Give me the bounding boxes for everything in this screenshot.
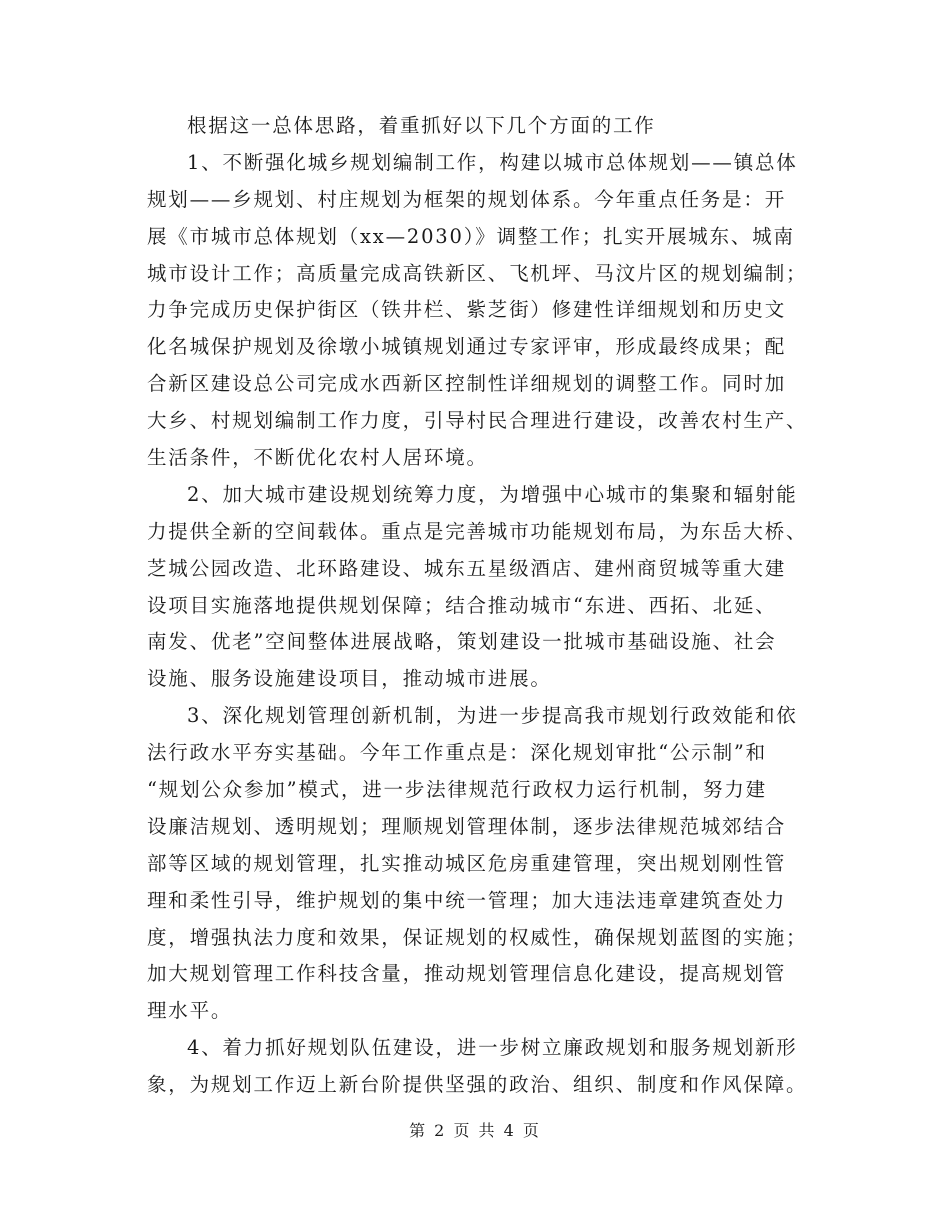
text-line: 4、着力抓好规划队伍建设，进一步树立廉政规划和服务规划新形 [187, 1036, 798, 1060]
text-line: 3、深化规划管理创新机制，为进一步提高我市规划行政效能和依 [187, 704, 798, 728]
text-line: 大乡、村规划编制工作力度，引导村民合理进行建设，改善农村生产、 [147, 409, 808, 433]
text-line: 加大规划管理工作科技含量，推动规划管理信息化建设，提高规划管 [147, 962, 787, 986]
text-line: 设项目实施落地提供规划保障；结合推动城市“东进、西拓、北延、 [147, 593, 777, 617]
text-line: 力提供全新的空间载体。重点是完善城市功能规划布局，为东岳大桥、 [147, 519, 808, 543]
text-line: 合新区建设总公司完成水西新区控制性详细规划的调整工作。同时加 [147, 372, 787, 396]
text-line: “规划公众参加”模式，进一步法律规范行政权力运行机制，努力建 [147, 778, 767, 802]
text-line: 象，为规划工作迈上新台阶提供坚强的政治、组织、制度和作风保障。 [147, 1073, 808, 1097]
text-line: 2、加大城市建设规划统筹力度，为增强中心城市的集聚和辐射能 [187, 482, 798, 506]
document-body [147, 108, 807, 1104]
text-line: 力争完成历史保护街区（铁井栏、紫芝街）修建性详细规划和历史文 [147, 298, 787, 322]
page-number: 第 2 页 共 4 页 [409, 1121, 541, 1140]
text-line: 根据这一总体思路，着重抓好以下几个方面的工作 [187, 114, 656, 137]
text-line: 南发、优老”空间整体进展战略，策划建设一批城市基础设施、社会 [147, 630, 777, 654]
text-line: 法行政水平夯实基础。今年工作重点是：深化规划审批“公示制”和 [147, 741, 767, 765]
text-line: 设施、服务设施建设项目，推动城市进展。 [147, 667, 552, 691]
text-line: 1、不断强化城乡规划编制工作，构建以城市总体规划——镇总体 [187, 150, 798, 174]
text-line: 度，增强执法力度和效果，保证规划的权威性，确保规划蓝图的实施； [147, 925, 808, 949]
text-line: 部等区域的规划管理，扎实推动城区危房重建管理，突出规划刚性管 [147, 851, 787, 875]
text-line: 规划——乡规划、村庄规划为框架的规划体系。今年重点任务是：开 [147, 187, 786, 211]
text-line: 化名城保护规划及徐墩小城镇规划通过专家评审，形成最终成果；配 [147, 335, 787, 359]
text-line: 生活条件，不断优化农村人居环境。 [147, 446, 488, 470]
text-line: 设廉洁规划、透明规划；理顺规划管理体制，逐步法律规范城郊结合 [147, 814, 787, 838]
text-line: 芝城公园改造、北环路建设、城东五星级酒店、建州商贸城等重大建 [147, 556, 787, 580]
text-line: 展《市城市总体规划（xx—2030）》调整工作；扎实开展城东、城南 [147, 224, 795, 248]
text-line: 理水平。 [147, 999, 233, 1023]
text-line: 城市设计工作；高质量完成高铁新区、飞机坪、马汶片区的规划编制； [147, 261, 808, 285]
text-line: 理和柔性引导，维护规划的集中统一管理；加大违法违章建筑查处力 [147, 888, 787, 912]
